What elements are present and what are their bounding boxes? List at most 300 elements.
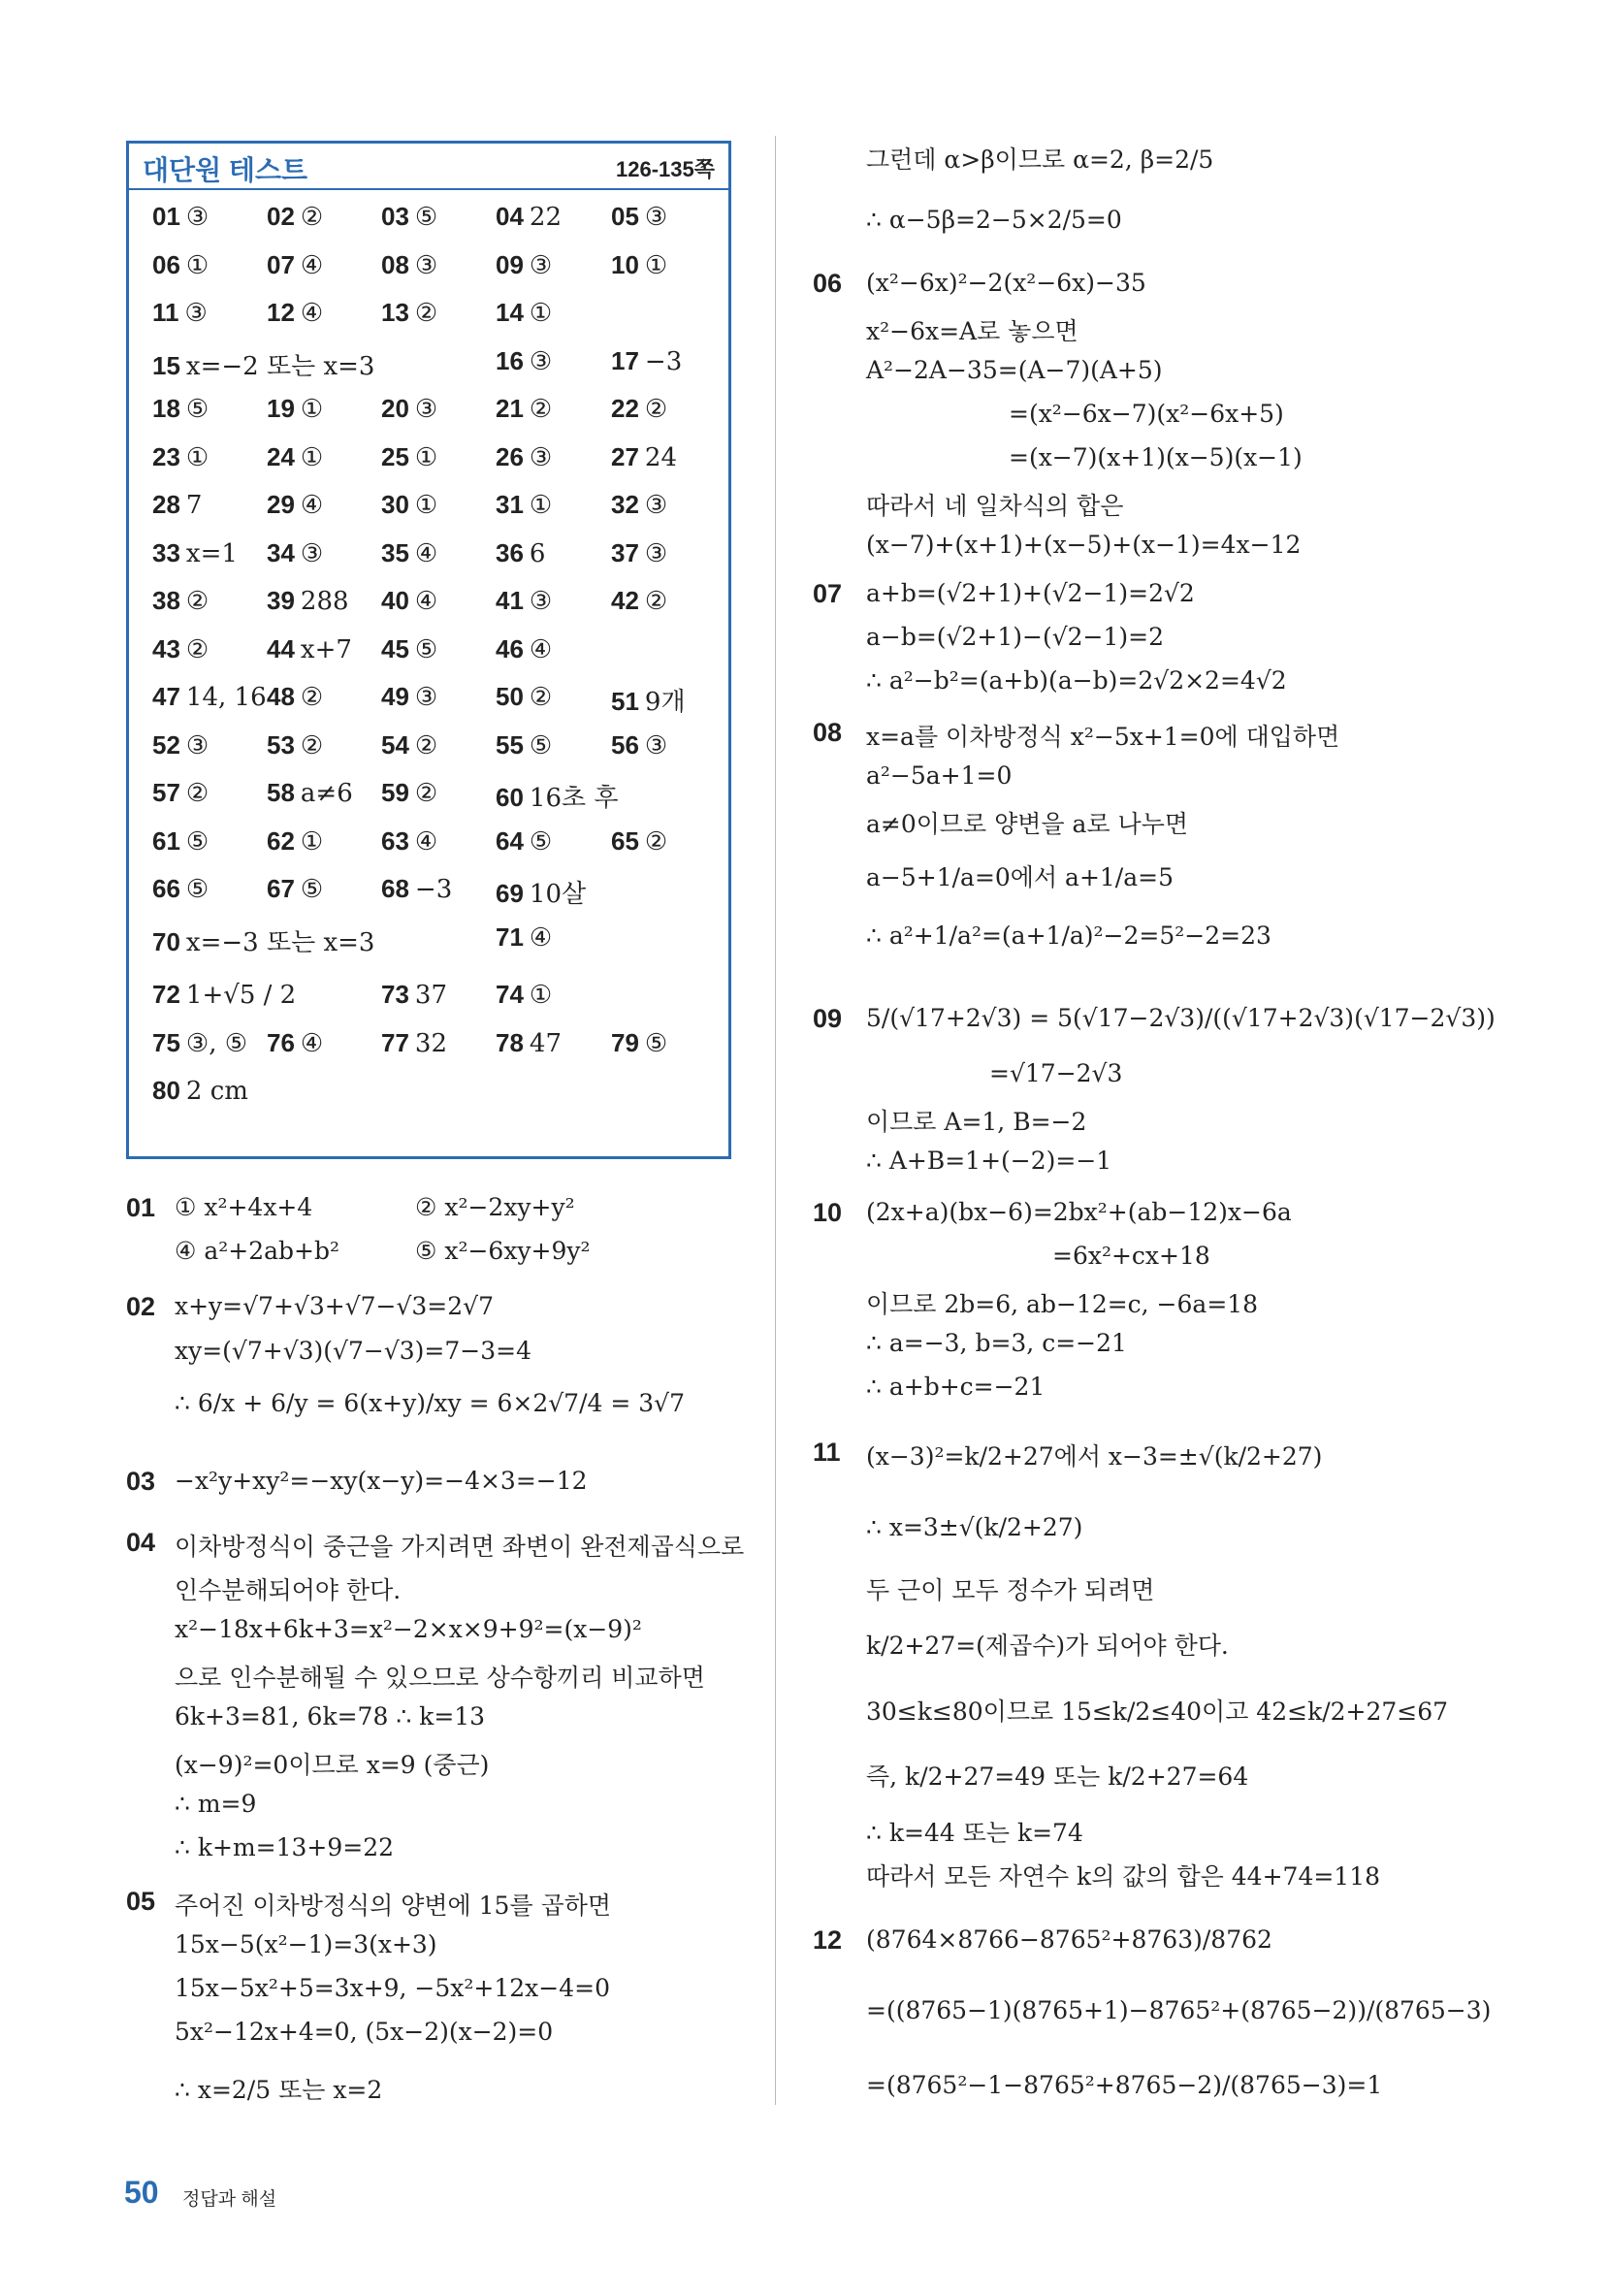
answer-value: 288: [300, 587, 349, 616]
answer-item: [611, 730, 667, 760]
q11-line: 30≤k≤80이므로 15≤k/2≤40이고 42≤k/2+27≤67: [866, 1698, 1449, 1726]
answer-value: ②: [529, 395, 553, 424]
answer-item: [381, 730, 437, 760]
answer-item: [611, 442, 677, 472]
answer-item: [496, 490, 552, 520]
answer-value: 14, 16: [185, 683, 267, 712]
answer-number: 40: [381, 586, 409, 615]
answer-item: [267, 298, 323, 328]
answer-number: 58: [267, 778, 295, 807]
answer-number: 41: [496, 586, 524, 615]
answer-number: 74: [496, 980, 524, 1009]
q07-number: 07: [813, 579, 843, 608]
answer-number: 75: [152, 1027, 180, 1057]
answer-item: [152, 202, 209, 232]
answer-item: [381, 778, 437, 808]
q06-line: (x−7)+(x+1)+(x−5)+(x−1)=4x−12: [866, 531, 1302, 559]
answer-item: [381, 634, 437, 664]
q08-number: 08: [813, 718, 843, 747]
q10-line: (2x+a)(bx−6)=2bx²+(ab−12)x−6a: [866, 1198, 1292, 1226]
answer-number: 55: [496, 729, 524, 760]
answer-number: 45: [381, 633, 409, 663]
answer-value: ③: [529, 587, 553, 616]
answer-item: [381, 682, 437, 712]
answer-number: 44: [267, 633, 295, 663]
answer-value: ①: [529, 491, 553, 520]
answer-item: [152, 980, 296, 1010]
q05-number: 05: [126, 1887, 156, 1916]
answer-number: 80: [152, 1076, 180, 1105]
answer-item: [267, 394, 323, 424]
column-divider: [775, 136, 776, 2105]
answer-item: [381, 394, 437, 424]
answer-item: [381, 980, 447, 1010]
answer-item: [381, 442, 437, 472]
answer-number: 69: [496, 879, 524, 908]
answer-number: 28: [152, 490, 180, 519]
answer-value: ④: [529, 922, 553, 953]
answer-value: ①: [414, 491, 438, 520]
answer-item: [267, 826, 323, 857]
answer-item: [152, 730, 209, 760]
answer-value: ③: [529, 250, 553, 280]
q09-line: 이므로 A=1, B=−2: [866, 1108, 1087, 1136]
answer-number: 12: [267, 298, 295, 327]
answer-value: ②: [414, 299, 438, 328]
answer-value: x=1: [185, 538, 238, 568]
answer-item: [496, 874, 586, 910]
answer-number: 49: [381, 682, 409, 711]
q12-line: (8764×8766−8765²+8763)/8762: [866, 1925, 1272, 1954]
answer-item: [152, 538, 238, 568]
answer-value: ②: [644, 587, 668, 616]
answer-number: 16: [496, 345, 524, 375]
answer-value: ①: [300, 826, 324, 857]
answer-number: 24: [267, 441, 295, 471]
answer-number: 65: [611, 825, 639, 856]
answer-item: [267, 202, 323, 232]
q11-line: ∴ x=3±√(k/2+27): [866, 1513, 1083, 1541]
answer-value: ③: [529, 346, 553, 376]
answer-number: 26: [496, 441, 524, 471]
q09-number: 09: [813, 1004, 843, 1033]
answer-value: ③: [184, 299, 208, 328]
answer-value: ①: [185, 250, 209, 280]
answer-item: [611, 202, 667, 232]
answer-item: [381, 298, 437, 328]
answer-value: x=−2 또는 x=3: [185, 351, 375, 381]
answer-item: [496, 394, 552, 424]
answer-item: [152, 874, 209, 904]
answer-number: 68: [381, 874, 409, 903]
answer-value: 22: [529, 203, 563, 232]
answer-value: ①: [300, 395, 324, 424]
answer-value: ③: [414, 683, 438, 712]
q06-number: 06: [813, 269, 843, 298]
answer-item: [152, 826, 209, 857]
answer-item: [152, 394, 209, 424]
q06-line: A²−2A−35=(A−7)(A+5): [866, 356, 1163, 384]
answer-number: 10: [611, 249, 639, 279]
answer-number: 14: [496, 298, 524, 327]
answer-item: [496, 586, 552, 616]
answer-value: ③: [300, 538, 324, 568]
answer-number: 37: [611, 537, 639, 567]
answer-number: 36: [496, 537, 524, 567]
answer-number: 79: [611, 1027, 639, 1057]
answer-number: 70: [152, 926, 180, 956]
answer-value: ④: [414, 826, 438, 857]
answer-item: [381, 250, 437, 280]
answer-value: x+7: [300, 634, 352, 664]
q10-line: =6x²+cx+18: [1052, 1242, 1210, 1270]
answer-item: [267, 1028, 323, 1058]
answer-item: [381, 586, 437, 616]
q11-line: (x−3)²=k/2+27에서 x−3=±√(k/2+27): [866, 1442, 1323, 1471]
answer-value: ⑤: [185, 875, 209, 904]
answer-value: ④: [414, 538, 438, 568]
answer-value: x=−3 또는 x=3: [185, 927, 375, 957]
q08-line: x=a를 이차방정식 x²−5x+1=0에 대입하면: [866, 723, 1340, 751]
q08-line: ∴ a²+1/a²=(a+1/a)²−2=5²−2=23: [866, 922, 1271, 950]
answer-value: ②: [300, 203, 324, 232]
answer-item: [152, 442, 209, 472]
q06-line: =(x−7)(x+1)(x−5)(x−1): [1009, 443, 1303, 471]
answer-number: 42: [611, 586, 639, 615]
answer-value: ①: [300, 442, 324, 472]
answer-value: ③: [644, 730, 668, 760]
answer-number: 31: [496, 490, 524, 519]
q07-line: a−b=(√2+1)−(√2−1)=2: [866, 623, 1164, 651]
q02-line: ∴ 6/x + 6/y = 6(x+y)/xy = 6×2√7/4 = 3√7: [175, 1389, 685, 1417]
answer-number: 57: [152, 778, 180, 807]
answer-value: ②: [300, 730, 324, 760]
answer-number: 23: [152, 441, 180, 471]
answer-item: [267, 490, 323, 520]
answer-value: −3: [414, 875, 453, 904]
answer-item: [381, 538, 437, 568]
q02-line: xy=(√7+√3)(√7−√3)=7−3=4: [175, 1337, 531, 1365]
answer-item: [496, 826, 552, 857]
answer-item: [496, 980, 552, 1010]
answer-item: [267, 682, 323, 712]
q06-line: (x²−6x)²−2(x²−6x)−35: [866, 269, 1146, 297]
answer-item: [267, 634, 352, 664]
answer-number: 25: [381, 441, 409, 471]
answer-value: ⑤: [300, 875, 324, 904]
answer-number: 67: [267, 874, 295, 903]
answer-item: [267, 250, 323, 280]
q05-line: 15x−5(x²−1)=3(x+3): [175, 1930, 437, 1958]
answer-number: 66: [152, 874, 180, 903]
answer-number: 46: [496, 633, 524, 663]
answer-value: ①: [644, 250, 668, 280]
answer-item: [267, 586, 349, 616]
q09-line: 5/(√17+2√3) = 5(√17−2√3)/((√17+2√3)(√17−2√3)): [866, 1004, 1496, 1032]
answer-item: [267, 538, 323, 568]
answer-number: 51: [611, 687, 639, 716]
answer-value: ③: [644, 491, 668, 520]
q11-line: 즉, k/2+27=49 또는 k/2+27=64: [866, 1762, 1249, 1791]
q11-line: ∴ k=44 또는 k=74: [866, 1819, 1083, 1847]
answer-number: 53: [267, 729, 295, 760]
answer-item: [152, 490, 202, 520]
answer-item: [496, 634, 552, 664]
answer-value: ⑤: [414, 634, 438, 664]
answer-item: [611, 538, 667, 568]
answer-item: [496, 250, 552, 280]
answer-value: ④: [300, 250, 324, 280]
q06-line: =(x²−6x−7)(x²−6x+5): [1009, 400, 1284, 428]
answer-item: [496, 922, 552, 953]
answer-item: [611, 826, 667, 857]
answer-number: 34: [267, 537, 295, 567]
q11-line: k/2+27=(제곱수)가 되어야 한다.: [866, 1632, 1229, 1660]
answer-value: ⑤: [529, 826, 553, 857]
q05-line: 5x²−12x+4=0, (5x−2)(x−2)=0: [175, 2018, 554, 2046]
q04-line: 으로 인수분해될 수 있으므로 상수항끼리 비교하면: [175, 1664, 705, 1692]
answer-item: [611, 394, 667, 424]
answer-number: 71: [496, 922, 524, 952]
q04-line: (x−9)²=0이므로 x=9 (중근): [175, 1751, 490, 1779]
answer-number: 15: [152, 350, 180, 380]
answer-key-title: 대단원 테스트: [143, 155, 308, 185]
q07-line: a+b=(√2+1)+(√2−1)=2√2: [866, 579, 1195, 607]
answer-number: 50: [496, 682, 524, 711]
answer-item: [152, 922, 374, 958]
answer-item: [152, 586, 209, 616]
answer-value: ②: [185, 634, 209, 664]
answer-number: 30: [381, 490, 409, 519]
answer-value: ②: [185, 587, 209, 616]
q05-cont-line: 그런데 α>β이므로 α=2, β=2/5: [866, 146, 1214, 174]
answer-value: ③: [644, 203, 668, 232]
q01-line: ① x²+4x+4: [175, 1193, 313, 1221]
answer-number: 09: [496, 249, 524, 279]
q01-number: 01: [126, 1193, 156, 1222]
answer-number: 64: [496, 825, 524, 856]
q11-line: 두 근이 모두 정수가 되려면: [866, 1576, 1155, 1604]
answer-key-box: [126, 141, 731, 1159]
answer-number: 19: [267, 394, 295, 423]
q08-line: a−5+1/a=0에서 a+1/a=5: [866, 863, 1174, 891]
answer-key-header: [129, 144, 728, 190]
answer-item: [496, 346, 552, 376]
answer-item: [611, 586, 667, 616]
answer-number: 27: [611, 441, 639, 471]
answer-number: 72: [152, 980, 180, 1009]
q10-line: ∴ a=−3, b=3, c=−21: [866, 1329, 1127, 1357]
q03-number: 03: [126, 1467, 156, 1496]
answer-number: 13: [381, 298, 409, 327]
answer-item: [152, 1076, 248, 1106]
answer-number: 06: [152, 249, 180, 279]
answer-item: [496, 298, 552, 328]
answer-number: 02: [267, 202, 295, 231]
answer-number: 43: [152, 633, 180, 663]
answer-value: 32: [414, 1028, 448, 1058]
answer-item: [267, 442, 323, 472]
answer-number: 22: [611, 394, 639, 423]
answer-number: 05: [611, 202, 639, 231]
answer-value: 1+√5 / 2: [185, 981, 297, 1010]
answer-item: [611, 682, 686, 718]
answer-value: ⑤: [185, 395, 209, 424]
answer-value: 9개: [644, 688, 686, 717]
answer-item: [152, 250, 209, 280]
answer-value: ②: [644, 395, 668, 424]
answer-item: [152, 346, 374, 382]
q09-line: =√17−2√3: [989, 1059, 1123, 1087]
q10-number: 10: [813, 1198, 843, 1227]
answer-value: ③: [529, 442, 553, 472]
q07-line: ∴ a²−b²=(a+b)(a−b)=2√2×2=4√2: [866, 666, 1287, 695]
answer-number: 18: [152, 394, 180, 423]
answer-value: ①: [414, 442, 438, 472]
q01-line: ⑤ x²−6xy+9y²: [415, 1237, 591, 1265]
answer-value: ①: [529, 299, 553, 328]
answer-key-pages: 126-135쪽: [616, 157, 715, 181]
q04-number: 04: [126, 1528, 156, 1557]
q11-line: 따라서 모든 자연수 k의 값의 합은 44+74=118: [866, 1862, 1381, 1891]
q08-line: a²−5a+1=0: [866, 761, 1013, 790]
answer-value: 47: [529, 1028, 563, 1058]
answer-value: ②: [300, 683, 324, 712]
answer-value: ③: [414, 250, 438, 280]
answer-value: ②: [529, 683, 553, 712]
answer-item: [496, 1028, 562, 1058]
answer-item: [152, 298, 208, 328]
answer-value: ④: [300, 1028, 324, 1058]
answer-item: [267, 874, 323, 904]
answer-number: 21: [496, 394, 524, 423]
answer-number: 77: [381, 1027, 409, 1057]
answer-number: 08: [381, 249, 409, 279]
answer-item: [496, 730, 552, 760]
q04-line: 이차방정식이 중근을 가지려면 좌변이 완전제곱식으로: [175, 1533, 745, 1561]
answer-item: [381, 826, 437, 857]
q10-line: ∴ a+b+c=−21: [866, 1373, 1046, 1401]
answer-value: ③: [414, 395, 438, 424]
answer-value: ④: [300, 491, 324, 520]
answer-item: [152, 682, 267, 712]
answer-number: 60: [496, 783, 524, 812]
answer-value: 7: [185, 491, 203, 520]
answer-number: 29: [267, 490, 295, 519]
q12-number: 12: [813, 1925, 843, 1955]
answer-item: [496, 538, 545, 568]
answer-number: 32: [611, 490, 639, 519]
q05-line: 15x−5x²+5=3x+9, −5x²+12x−4=0: [175, 1974, 610, 2002]
answer-value: a≠6: [300, 779, 353, 808]
answer-number: 17: [611, 345, 639, 375]
answer-item: [152, 1028, 247, 1058]
q11-number: 11: [813, 1438, 841, 1467]
q04-line: 인수분해되어야 한다.: [175, 1576, 402, 1604]
q12-line: =(8765²−1−8765²+8765−2)/(8765−3)=1: [866, 2071, 1383, 2099]
answer-item: [496, 778, 619, 814]
answer-value: ⑤: [414, 203, 438, 232]
q06-line: x²−6x=A로 놓으면: [866, 317, 1078, 345]
answer-number: 11: [152, 298, 179, 327]
answer-number: 01: [152, 202, 180, 231]
answer-number: 03: [381, 202, 409, 231]
page-number: 50: [124, 2175, 159, 2210]
q09-line: ∴ A+B=1+(−2)=−1: [866, 1147, 1112, 1175]
q10-line: 이므로 2b=6, ab−12=c, −6a=18: [866, 1290, 1259, 1318]
answer-value: ③: [644, 538, 668, 568]
answer-value: ②: [185, 779, 209, 808]
answer-value: ③: [185, 730, 209, 760]
answer-value: ⑤: [185, 826, 209, 857]
answer-value: 6: [529, 538, 546, 568]
answer-item: [267, 730, 323, 760]
q03-line: −x²y+xy²=−xy(x−y)=−4×3=−12: [175, 1467, 588, 1495]
answer-value: ④: [300, 299, 324, 328]
answer-item: [267, 778, 353, 808]
answer-item: [152, 634, 209, 664]
q02-line: x+y=√7+√3+√7−√3=2√7: [175, 1292, 494, 1320]
answer-number: 35: [381, 537, 409, 567]
answer-value: ③, ⑤: [185, 1028, 248, 1058]
answer-value: ⑤: [644, 1028, 668, 1058]
answer-item: [611, 490, 667, 520]
answer-number: 48: [267, 682, 295, 711]
answer-number: 78: [496, 1027, 524, 1057]
answer-number: 59: [381, 778, 409, 807]
answer-number: 63: [381, 825, 409, 856]
answer-number: 33: [152, 537, 180, 567]
answer-number: 07: [267, 249, 295, 279]
answer-value: ①: [529, 981, 553, 1010]
answer-number: 62: [267, 825, 295, 856]
answer-value: ⑤: [529, 730, 553, 760]
answer-number: 39: [267, 586, 295, 615]
q12-line: =((8765−1)(8765+1)−8765²+(8765−2))/(8765−3): [866, 1996, 1492, 2024]
answer-value: ②: [414, 730, 438, 760]
answer-item: [611, 346, 682, 376]
answer-value: ②: [644, 826, 668, 857]
answer-item: [381, 1028, 447, 1058]
answer-number: 52: [152, 729, 180, 760]
q04-line: 6k+3=81, 6k=78 ∴ k=13: [175, 1702, 486, 1730]
answer-item: [381, 874, 452, 904]
answer-number: 73: [381, 980, 409, 1009]
answer-value: 37: [414, 981, 448, 1010]
answer-item: [496, 202, 562, 232]
answer-value: 16초 후: [529, 784, 619, 813]
q06-line: 따라서 네 일차식의 합은: [866, 492, 1124, 520]
answer-value: −3: [644, 346, 683, 376]
answer-value: 2 cm: [185, 1077, 248, 1106]
q02-number: 02: [126, 1292, 156, 1321]
q05-line: ∴ x=2/5 또는 x=2: [175, 2076, 383, 2104]
q04-line: ∴ m=9: [175, 1790, 257, 1818]
answer-value: ①: [185, 442, 209, 472]
answer-number: 38: [152, 586, 180, 615]
q05-line: 주어진 이차방정식의 양변에 15를 곱하면: [175, 1892, 611, 1920]
answer-item: [152, 778, 209, 808]
answer-item: [496, 442, 552, 472]
answer-value: ②: [414, 779, 438, 808]
answer-item: [381, 202, 437, 232]
answer-number: 56: [611, 729, 639, 760]
answer-value: ④: [529, 634, 553, 664]
q04-line: x²−18x+6k+3=x²−2×x×9+9²=(x−9)²: [175, 1615, 642, 1643]
q01-line: ② x²−2xy+y²: [415, 1193, 575, 1221]
answer-number: 54: [381, 729, 409, 760]
q04-line: ∴ k+m=13+9=22: [175, 1833, 395, 1861]
